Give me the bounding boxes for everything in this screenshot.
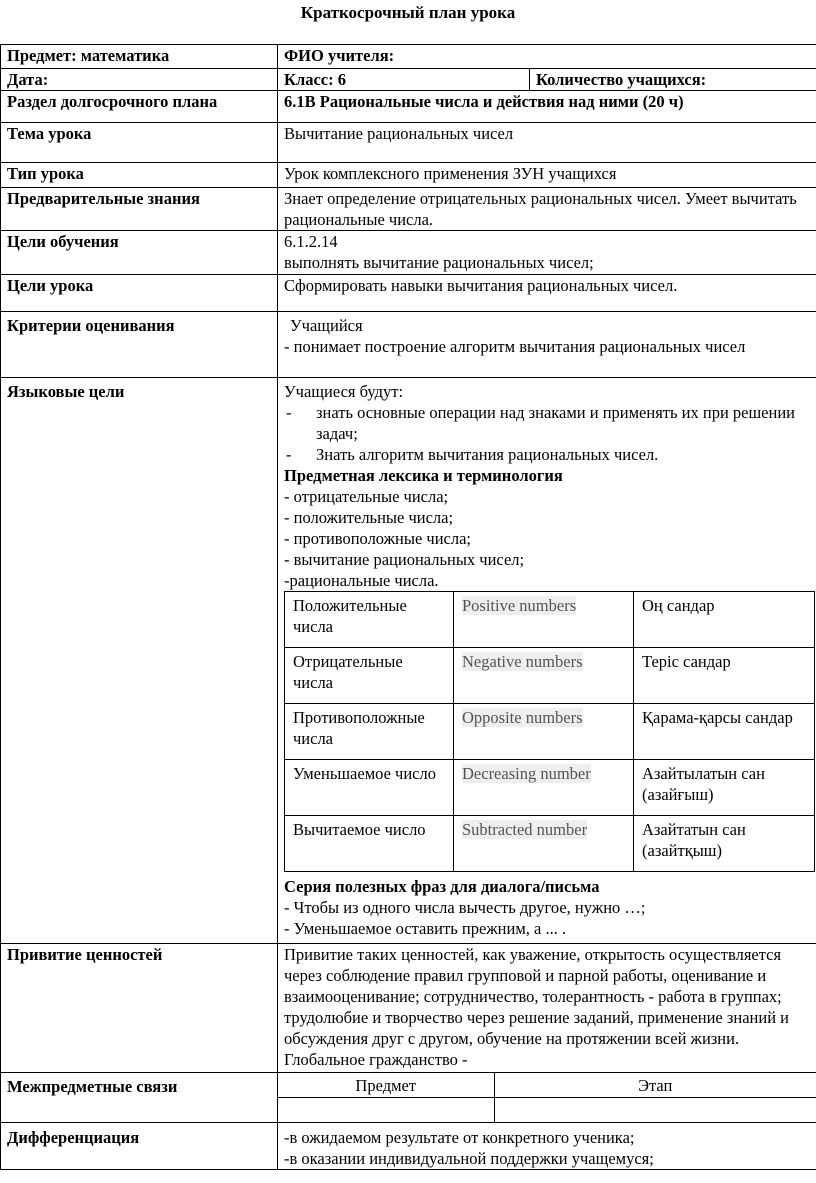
criteria-line-1: Учащийся [290,316,363,335]
language-goals-label: Языковые цели [1,378,278,944]
lesson-plan-table [0,44,816,1170]
interdisc-header-stage: Этап [494,1073,816,1098]
criteria-label: Критерии оценивания [1,312,278,378]
subject-cell: Предмет: математика [1,45,278,69]
class-cell: Класс: 6 [278,69,530,91]
table-row [285,648,815,704]
language-item: - знать основные операции над знаками и применять их при решении задач; [286,403,795,443]
lesson-goals-value: Сформировать навыки вычитания рациональных чисел. [278,275,816,312]
students-count-cell: Количество учащихся: [530,69,816,91]
criteria-value [278,312,816,378]
diff-line: -в ожидаемом результате от конкретного ученика; [284,1128,635,1147]
vocab-ru: Вычитаемое число [285,816,454,872]
topic-value: Вычитание рациональных чисел [278,123,816,163]
criteria-line-2: - понимает построение алгоритм вычитания рациональных чисел [284,337,746,356]
vocab-line: - противоположные числа; [284,529,471,548]
interdisc-cell [494,1098,816,1123]
prior-knowledge-label: Предварительные знания [1,188,278,231]
interdisciplinary-table [278,1073,816,1122]
phrase-line: - Чтобы из одного числа вычесть другое, нужно …; [284,898,646,917]
vocab-ru: Уменьшаемое число [285,760,454,816]
vocab-ru: Положительные числа [285,592,454,648]
teacher-cell: ФИО учителя: [278,45,816,69]
vocabulary-table [284,591,815,872]
language-intro: Учащиеся будут: [284,382,404,401]
differentiation-label: Дифференциация [1,1123,278,1170]
values-global: Глобальное гражданство - [284,1050,468,1069]
learning-goals-text: выполнять вычитание рациональных чисел; [284,253,594,272]
topic-label: Тема урока [1,123,278,163]
lesson-type-label: Тип урока [1,163,278,188]
phrase-line: - Уменьшаемое оставить прежним, а ... . [284,919,567,938]
interdisciplinary-content [278,1073,816,1123]
vocab-en: Decreasing number [454,760,634,816]
section-label: Раздел долгосрочного плана [1,91,278,123]
values-content [278,944,816,1073]
phrases-heading: Серия полезных фраз для диалога/письма [284,877,600,896]
date-cell: Дата: [1,69,278,91]
learning-goals-value [278,231,816,275]
vocab-kz: Азайтылатын сан (азайғыш) [634,760,815,816]
vocab-kz: Оң сандар [634,592,815,648]
prior-knowledge-value: Знает определение отрицательных рациональных чисел. Умеет вычитать рациональные числа. [278,188,816,231]
page-title: Краткосрочный план урока [300,3,516,22]
vocab-en: Subtracted number [454,816,634,872]
vocab-line: - отрицательные числа; [284,487,449,506]
table-row [285,760,815,816]
table-row [285,816,815,872]
language-item: - Знать алгоритм вычитания рациональных чисел. [286,445,659,464]
vocab-kz: Азайтатын сан (азайтқыш) [634,816,815,872]
vocab-kz: Қарама-қарсы сандар [634,704,815,760]
vocab-line: -рациональные числа. [284,571,439,590]
section-value: 6.1В Рациональные числа и действия над ними (20 ч) [278,91,816,123]
values-label: Привитие ценностей [1,944,278,1073]
interdisc-cell [278,1098,494,1123]
differentiation-content [278,1123,816,1170]
interdisciplinary-label: Межпредметные связи [1,1073,278,1123]
lesson-type-value: Урок комплексного применения ЗУН учащихся [278,163,816,188]
table-row [285,592,815,648]
vocab-ru: Отрицательные числа [285,648,454,704]
table-row [285,704,815,760]
diff-line: -в оказании индивидуальной поддержки учащемуся; [284,1149,654,1168]
interdisc-header-subject: Предмет [278,1073,494,1098]
vocab-ru: Противоположные числа [285,704,454,760]
vocab-en: Positive numbers [454,592,634,648]
vocab-kz: Теріс сандар [634,648,815,704]
learning-goals-code: 6.1.2.14 [284,232,338,251]
vocab-en: Opposite numbers [454,704,634,760]
learning-goals-label: Цели обучения [1,231,278,275]
values-text: Привитие таких ценностей, как уважение, открытость осуществляется через соблюдение правил групповой и парной работы, оценивание и взаимооценивание; сотрудничество, толерантность - работа в группах; трудолюбие и творчество через решение заданий, применение знаний и обсуждения друг с другом, обучение на протяжении всей жизни. [284,945,789,1048]
vocab-heading: Предметная лексика и терминология [284,466,563,485]
vocab-en: Negative numbers [454,648,634,704]
lesson-goals-label: Цели урока [1,275,278,312]
vocab-line: - положительные числа; [284,508,454,527]
vocab-line: - вычитание рациональных чисел; [284,550,525,569]
language-goals-content [278,378,816,944]
